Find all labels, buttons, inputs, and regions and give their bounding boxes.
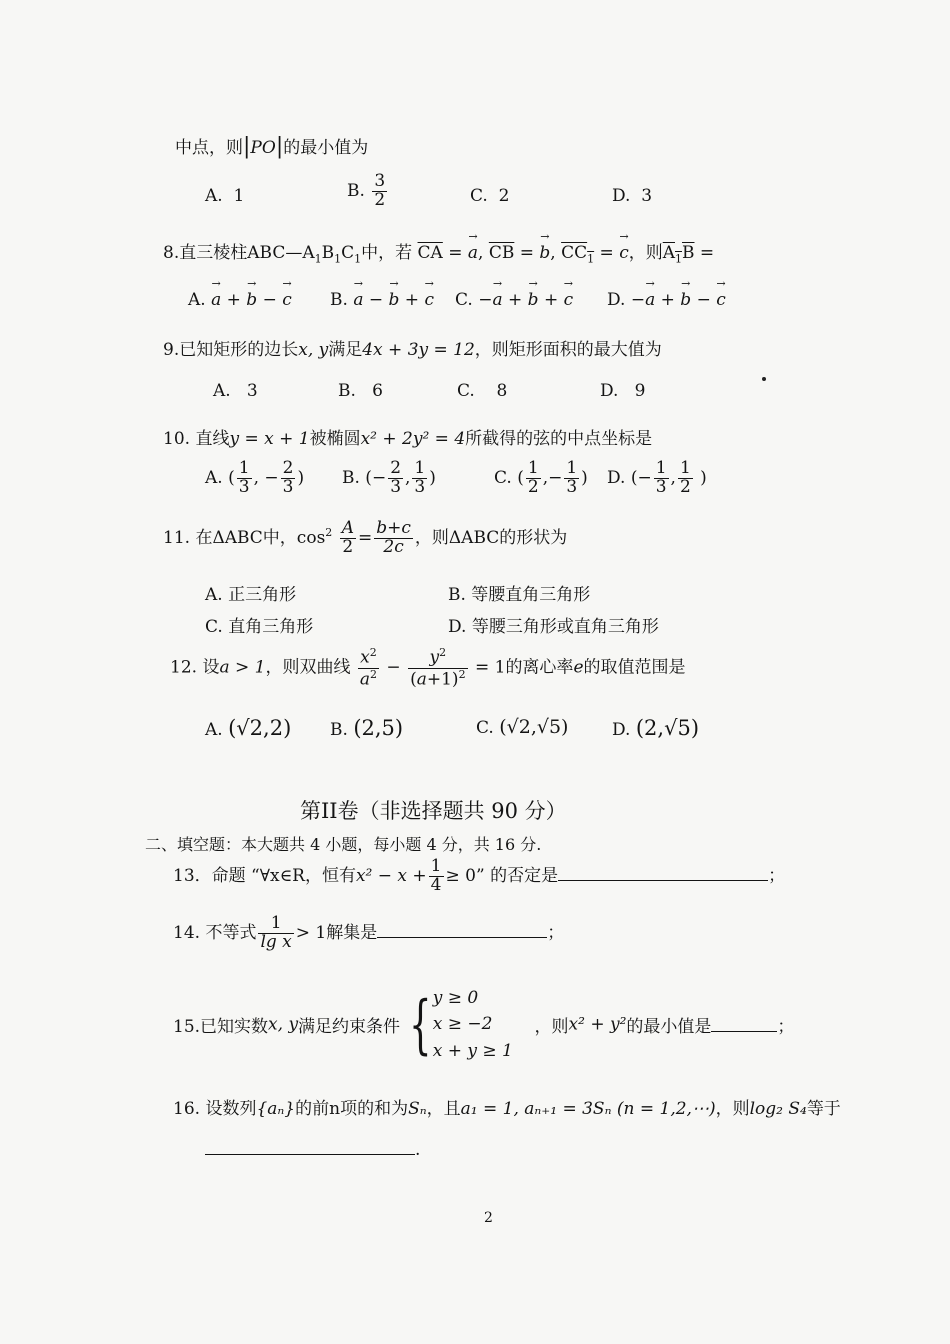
q12-option-d: D. (2,√5)	[612, 716, 700, 740]
q8-stem: 8.直三棱柱$ABC—A_1B_1C_1$中，若 $\overline{CA}$ = → a, $\overline{CB}$ = → b, $CC_1$ = → c，则$A_1B$ =	[163, 238, 714, 265]
q7-text: 中点，则	[175, 138, 243, 158]
q15-answer-blank[interactable]	[711, 1017, 777, 1032]
q16-answer-line: .	[205, 1140, 420, 1160]
q15-constraints: y ≥ 0 x ≥ −2 x + y ≥ 1	[432, 988, 513, 1061]
q8-vector-cb: $\overline{CB}$	[488, 243, 515, 263]
q14-stem: 14. 不等式 $\frac{1}{\text{lg x}}$ > 1解集是 ；	[173, 913, 565, 952]
section-subtitle: 二、填空题：本大题共 4 小题，每小题 4 分，共 16 分.	[145, 835, 542, 854]
q8-option-c: C. −→ a + → b + → c	[455, 290, 573, 310]
q9-option-a: A. 3	[213, 381, 258, 401]
q9-option-b: B. 6	[338, 381, 383, 401]
q12-stem: 12. 设a > 1，则双曲线 $\frac{x^2}{a^2}$ − $\frac{y^2}{(a+1)^2}$ = 1的离心率e的取值范围是	[170, 646, 686, 690]
q12-option-c: C. (√2,√5)	[476, 716, 569, 738]
q10-option-a: A. ( $\frac{1}{3}$ , − $\frac{2}{3}$ )	[205, 458, 305, 497]
q10-option-c: C. ( $\frac{1}{2}$ ,− $\frac{1}{3}$ )	[494, 458, 588, 497]
scan-speck	[762, 377, 766, 381]
q7-po: PO	[250, 138, 276, 158]
q11-option-a: A. 正三角形	[205, 585, 297, 605]
q7-stem: 中点，则|PO|的最小值为	[175, 134, 369, 159]
q9-option-d: D. 9	[600, 381, 646, 401]
page-number: 2	[484, 1210, 493, 1226]
section-title: 第II卷（非选择题共 90 分）	[300, 799, 567, 823]
q8-option-a: A. → a + → b − → c	[188, 290, 292, 310]
q9-option-c: C. 8	[457, 381, 508, 401]
q8-vector-ca: $\overline{CA}$	[417, 243, 443, 263]
q16-stem: 16. 设数列{aₙ}的前n项的和为Sₙ，且a₁ = 1, aₙ₊₁ = 3Sₙ (n = 1,2,⋯)，则log₂ S₄等于	[173, 1099, 841, 1119]
q11-option-b: B. 等腰直角三角形	[448, 585, 591, 605]
q8-number: 8.	[163, 243, 180, 263]
q14-answer-blank[interactable]	[377, 923, 547, 938]
q7-option-a: A. 1	[205, 186, 245, 206]
q12-option-a: A. (√2,2)	[205, 716, 292, 740]
q7-option-d: D. 3	[612, 186, 653, 206]
q11-option-d: D. 等腰三角形或直角三角形	[448, 617, 659, 637]
q7-text-after: 的最小值为	[283, 138, 369, 158]
q16-answer-blank[interactable]	[205, 1140, 415, 1155]
q8-option-d: D. −→ a + → b − → c	[607, 290, 726, 310]
q10-stem: 10. 直线y = x + 1被椭圆x² + 2y² = 4所截得的弦的中点坐标是	[163, 429, 653, 449]
q12-option-b: B. (2,5)	[330, 716, 404, 740]
q9-stem: 9.已知矩形的边长x, y满足4x + 3y = 12，则矩形面积的最大值为	[163, 340, 662, 360]
q7-option-b: B. $\frac{3}{2}$	[347, 171, 386, 210]
q11-option-c: C. 直角三角形	[205, 617, 314, 637]
q7-option-c: C. 2	[470, 186, 510, 206]
q13-stem: 13．命题 “∀x∈R，恒有x² − x + $\frac{1}{4}$ ≥ 0” 的否定是 ；	[173, 856, 786, 895]
q11-stem: 11. 在ΔABC中，$\cos^2$ $\frac{A}{2}$ = $\frac{b+c}{2c}$ ，则ΔABC的形状为	[163, 518, 568, 557]
q15-stem: 15.已知实数x, y满足约束条件 {y ≥ 0 x ≥ −2 x + y ≥ 1 ，则x² + y²的最小值是 ；	[173, 985, 794, 1064]
q10-option-b: B. (− $\frac{2}{3}$ , $\frac{1}{3}$ )	[342, 458, 436, 497]
q8-option-b: B. → a − → b + → c	[330, 290, 434, 310]
q13-answer-blank[interactable]	[558, 866, 768, 881]
q10-option-d: D. (− $\frac{1}{3}$ , $\frac{1}{2}$ )	[607, 458, 707, 497]
